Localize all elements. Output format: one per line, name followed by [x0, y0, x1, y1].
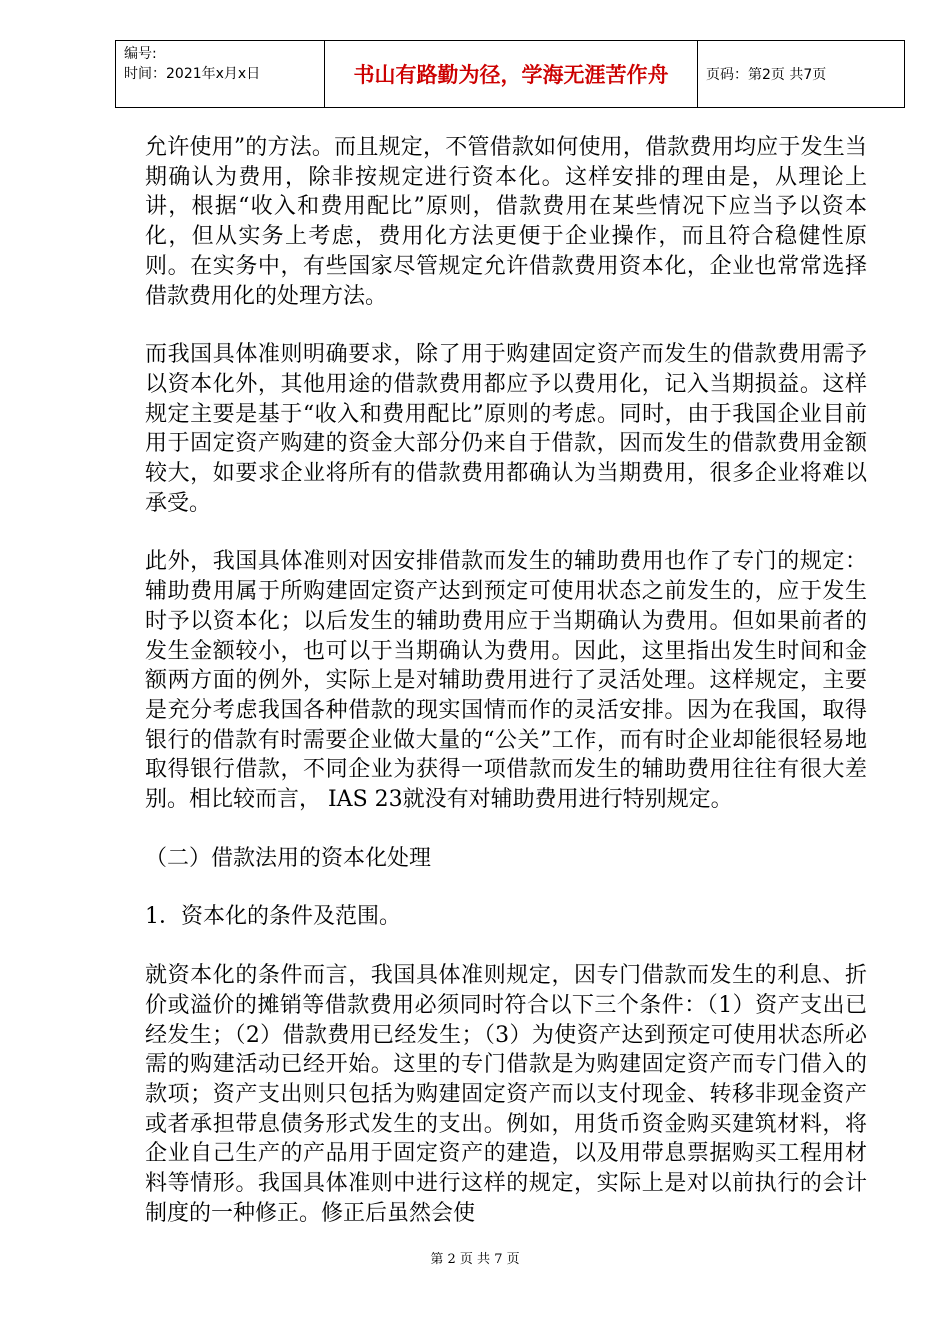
header-motto: 书山有路勤为径，学海无涯苦作舟	[325, 41, 698, 108]
paragraph: 而我国具体准则明确要求，除了用于购建固定资产而发生的借款费用需予以资本化外，其他用途的借款费用都应予以费用化，记入当期损益。这样规定主要是基于“收入和费用配比”原则的考虑。同时，由于我国企业目前用于固定资产购建的资金大部分仍来自于借款，因而发生的借款费用金额较大，如要求企业将所有的借款费用都确认为当期费用，很多企业将难以承受。	[145, 342, 867, 516]
paragraph: 此外，我国具体准则对因安排借款而发生的辅助费用也作了专门的规定：辅助费用属于所购建固定资产达到预定可使用状态之前发生的，应于发生时予以资本化；以后发生的辅助费用应于当期确认为费用。但如果前者的发生金额较小，也可以于当期确认为费用。因此，这里指出发生时间和金额两方面的例外，实际上是对辅助费用进行了灵活处理。这样规定，主要是充分考虑我国各种借款的现实国情而作的灵活安排。因为在我国，取得银行的借款有时需要企业做大量的“公关”工作，而有时企业却能很轻易地取得银行借款，不同企业为获得一项借款而发生的辅助费用往往有很大差别。相比较而言， IAS 23就没有对辅助费用进行特别规定。	[145, 549, 867, 813]
section-heading: （二）借款法用的资本化处理	[145, 845, 432, 871]
header-meta	[116, 41, 325, 108]
document-time: 时间：2021年x月x日	[124, 66, 261, 82]
paragraph: 允许使用”的方法。而且规定，不管借款如何使用，借款费用均应于发生当期确认为费用，除非按规定进行资本化。这样安排的理由是，从理论上讲，根据“收入和费用配比”原则，借款费用在某些情况下应当予以资本化，但从实务上考虑，费用化方法更便于企业操作，而且符合稳健性原则。在实务中，有些国家尽管规定允许借款费用资本化，企业也常常选择借款费用化的处理方法。	[145, 135, 867, 309]
subsection-heading: 1．资本化的条件及范围。	[145, 904, 401, 930]
document-body	[145, 133, 867, 1258]
page-header	[115, 40, 905, 108]
header-page-number: 页码：第2页 共7页	[698, 41, 905, 108]
paragraph: 就资本化的条件而言，我国具体准则规定，因专门借款而发生的利息、折价或溢价的摊销等借款费用必须同时符合以下三个条件：（1）资产支出已经发生；（2）借款费用已经发生；（3）为使资产达到预定可使用状态所必需的购建活动已经开始。这里的专门借款是为购建固定资产而专门借入的款项；资产支出则只包括为购建固定资产而以支付现金、转移非现金资产或者承担带息债务形式发生的支出。例如，用货币资金购买建筑材料，将企业自己生产的产品用于固定资产的建造，以及用带息票据购买工程用材料等情形。我国具体准则中进行这样的规定，实际上是对以前执行的会计制度的一种修正。修正后虽然会使	[145, 963, 867, 1226]
page-footer: 第 2 页 共 7 页	[430, 1252, 520, 1267]
document-number: 编号:	[124, 46, 157, 62]
